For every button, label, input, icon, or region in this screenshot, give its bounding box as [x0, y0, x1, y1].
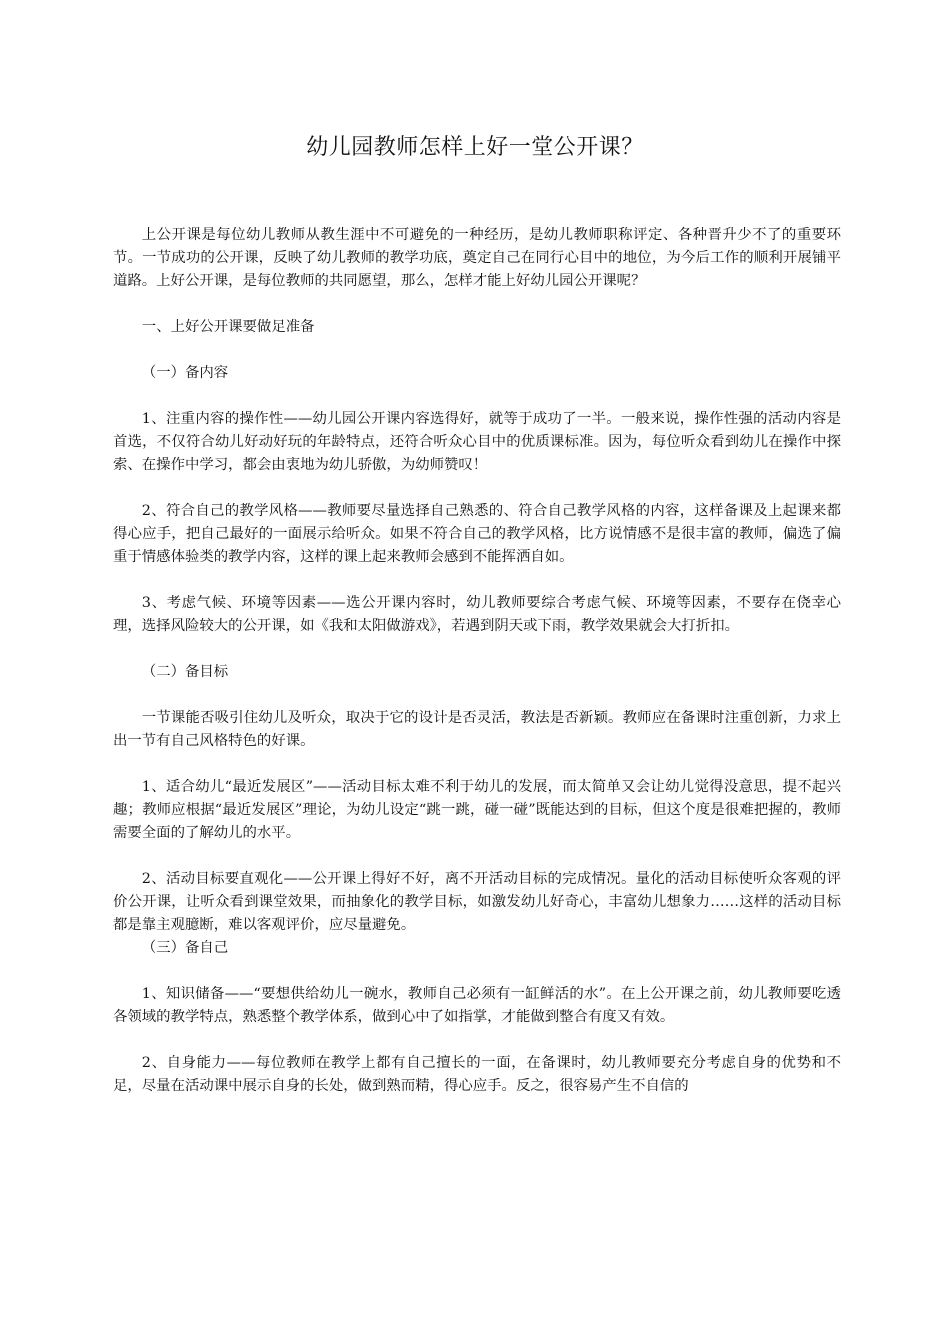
self-point-1: 1、知识储备——“要想供给幼儿一碗水，教师自己必须有一缸鲜活的水”。在上公开课之前，幼儿教师要吃透各领域的教学特点，熟悉整个教学体系，做到心中了如指掌，才能做到整合有度又有效。 [113, 986, 841, 1025]
goals-point-2: 2、活动目标要直观化——公开课上得好不好，离不开活动目标的完成情况。量化的活动目标使听众客观的评价公开课，让听众看到课堂效果，而抽象化的教学目标，如激发幼儿好奇心，丰富幼儿想象力……这样的活动目标都是靠主观臆断，难以客观评价，应尽量避免。 [113, 871, 841, 933]
subsection-heading-goals: （二）备目标 [141, 664, 229, 680]
goals-point-1: 1、适合幼儿“最近发展区”——活动目标太难不利于幼儿的发展，而太简单又会让幼儿觉得没意思，提不起兴趣；教师应根据“最近发展区”理论，为幼儿设定“跳一跳，碰一碰”既能达到的目标，但这个度是很难把握的，教师需要全面的了解幼儿的水平。 [113, 779, 841, 841]
section-heading-1: 一、上好公开课要做足准备 [141, 319, 315, 335]
document-title: 幼儿园教师怎样上好一堂公开课？ [306, 135, 644, 160]
intro-paragraph: 上公开课是每位幼儿教师从教生涯中不可避免的一种经历，是幼儿教师职称评定、各种晋升少不了的重要环节。一节成功的公开课，反映了幼儿教师的教学功底，奠定自己在同行心目中的地位，为今后工作的顺利开展铺平道路。上好公开课，是每位教师的共同愿望，那么，怎样才能上好幼儿园公开课呢？ [113, 227, 841, 289]
goals-intro-paragraph: 一节课能否吸引住幼儿及听众，取决于它的设计是否灵活，教法是否新颖。教师应在备课时注重创新，力求上出一节有自己风格特色的好课。 [113, 710, 841, 749]
self-point-2: 2、自身能力——每位教师在教学上都有自己擅长的一面，在备课时，幼儿教师要充分考虑自身的优势和不足，尽量在活动课中展示自身的长处，做到熟而精，得心应手。反之，很容易产生不自信的 [113, 1055, 841, 1094]
content-point-1: 1、注重内容的操作性——幼儿园公开课内容选得好，就等于成功了一半。一般来说，操作性强的活动内容是首选，不仅符合幼儿好动好玩的年龄特点，还符合听众心目中的优质课标准。因为，每位听众看到幼儿在操作中探索、在操作中学习，都会由衷地为幼儿骄傲，为幼师赞叹！ [113, 411, 841, 473]
document-body [113, 224, 841, 1121]
subsection-heading-self: （三）备自己 [141, 940, 229, 956]
subsection-heading-content: （一）备内容 [141, 365, 229, 381]
content-point-3: 3、考虑气候、环境等因素——选公开课内容时，幼儿教师要综合考虑气候、环境等因素，不要存在侥幸心理，选择风险较大的公开课，如《我和太阳做游戏》，若遇到阴天或下雨，教学效果就会大打折扣。 [113, 595, 841, 634]
content-point-2: 2、符合自己的教学风格——教师要尽量选择自己熟悉的、符合自己教学风格的内容，这样备课及上起课来都得心应手，把自己最好的一面展示给听众。如果不符合自己的教学风格，比方说情感不是很丰富的教师，偏选了偏重于情感体验类的教学内容，这样的课上起来教师会感到不能挥洒自如。 [113, 503, 841, 565]
